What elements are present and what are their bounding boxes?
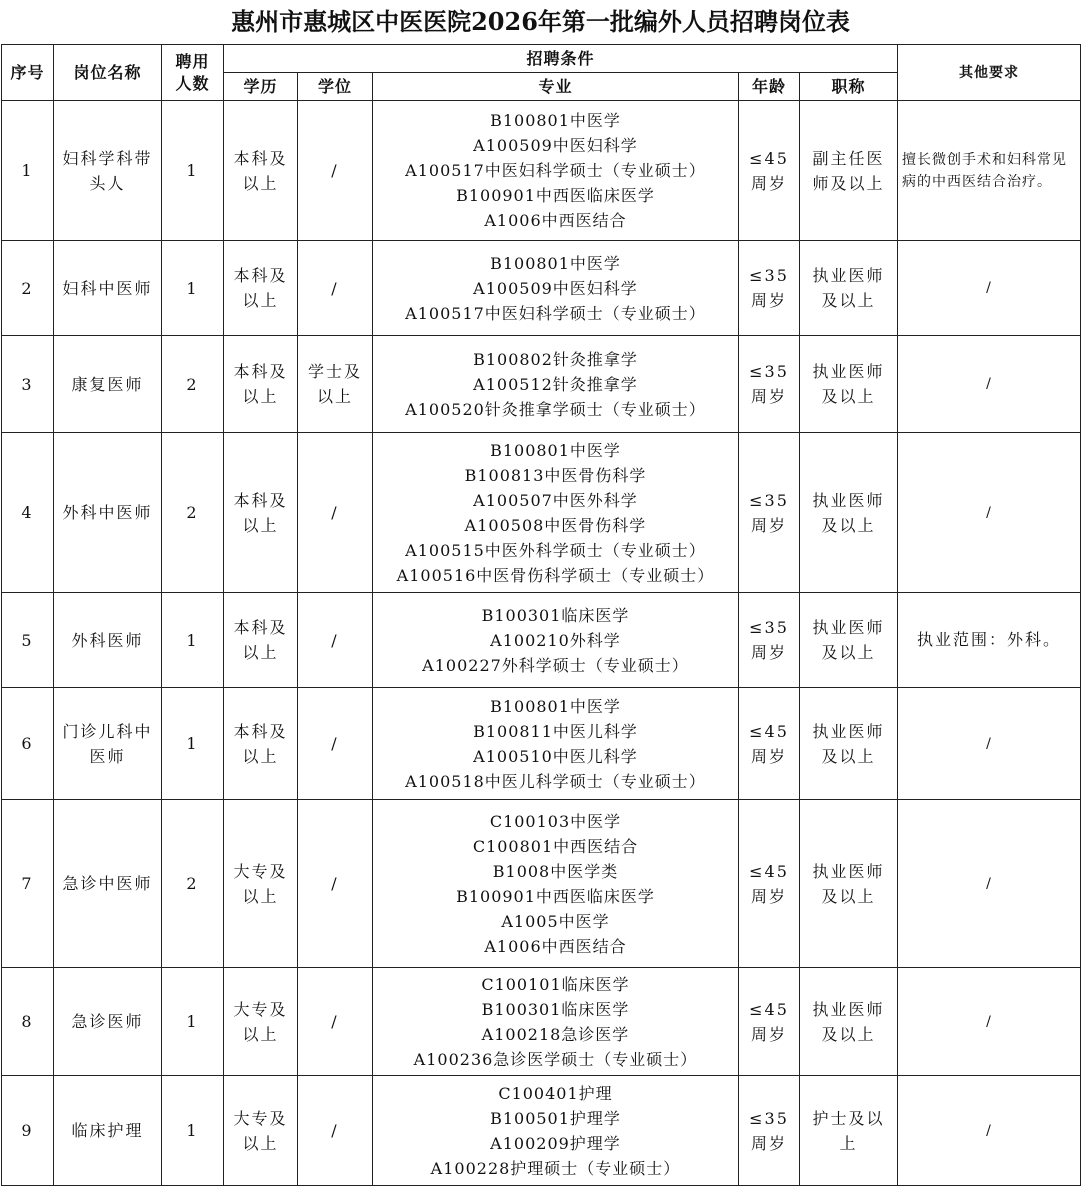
cell-title-rank: 执业医师及以上 <box>800 800 898 968</box>
cell-major <box>373 101 739 241</box>
table-row <box>2 101 1081 241</box>
header-title-rank: 职称 <box>800 73 898 101</box>
cell-count: 2 <box>162 336 224 433</box>
major-item: A100227外科学硕士（专业硕士） <box>422 655 689 675</box>
cell-title-rank: 执业医师及以上 <box>800 968 898 1076</box>
cell-seq: 3 <box>2 336 54 433</box>
major-item: A100509中医妇科学 <box>473 278 638 298</box>
major-item: A100210外科学 <box>490 630 621 650</box>
major-item: C100801中西医结合 <box>472 836 639 856</box>
cell-count: 2 <box>162 800 224 968</box>
cell-count: 1 <box>162 1076 224 1186</box>
cell-degree: / <box>298 1076 373 1186</box>
cell-title-rank: 执业医师及以上 <box>800 593 898 688</box>
major-item: B1008中医学类 <box>492 861 619 881</box>
page-title: 惠州市惠城区中医医院2026年第一批编外人员招聘岗位表 <box>231 7 850 36</box>
cell-other: / <box>898 336 1081 433</box>
major-item: B100811中医儿科学 <box>473 721 638 741</box>
cell-age: ≤45周岁 <box>739 800 800 968</box>
major-item: A100512针灸推拿学 <box>473 374 638 394</box>
cell-education: 大专及以上 <box>224 1076 298 1186</box>
table-row <box>2 336 1081 433</box>
cell-education: 本科及以上 <box>224 336 298 433</box>
cell-position: 康复医师 <box>54 336 162 433</box>
cell-title-rank: 执业医师及以上 <box>800 241 898 336</box>
cell-major <box>373 800 739 968</box>
table-row <box>2 1076 1081 1186</box>
cell-position: 急诊中医师 <box>54 800 162 968</box>
cell-seq: 6 <box>2 688 54 800</box>
cell-education: 大专及以上 <box>224 968 298 1076</box>
cell-major <box>373 336 739 433</box>
cell-age: ≤35周岁 <box>739 1076 800 1186</box>
cell-age: ≤35周岁 <box>739 433 800 593</box>
cell-count: 1 <box>162 968 224 1076</box>
cell-position: 急诊医师 <box>54 968 162 1076</box>
major-item: A100515中医外科学硕士（专业硕士） <box>405 540 706 560</box>
cell-other: / <box>898 1076 1081 1186</box>
header-age: 年龄 <box>739 73 800 101</box>
cell-seq: 4 <box>2 433 54 593</box>
cell-seq: 9 <box>2 1076 54 1186</box>
cell-major <box>373 593 739 688</box>
cell-position: 妇科中医师 <box>54 241 162 336</box>
cell-degree: / <box>298 101 373 241</box>
cell-education: 大专及以上 <box>224 800 298 968</box>
cell-seq: 7 <box>2 800 54 968</box>
table-row <box>2 593 1081 688</box>
major-item: A100218急诊医学 <box>481 1024 630 1044</box>
cell-title-rank: 执业医师及以上 <box>800 336 898 433</box>
cell-title-rank: 执业医师及以上 <box>800 688 898 800</box>
major-item: C100103中医学 <box>489 811 622 831</box>
cell-other: 执业范围：外科。 <box>898 593 1081 688</box>
cell-other: / <box>898 433 1081 593</box>
major-item: A1006中西医结合 <box>484 936 627 956</box>
cell-count: 2 <box>162 433 224 593</box>
recruitment-table <box>1 44 1081 1186</box>
major-item: C100101临床医学 <box>481 974 630 994</box>
major-item: A100518中医儿科学硕士（专业硕士） <box>405 771 706 791</box>
cell-seq: 8 <box>2 968 54 1076</box>
major-item: B100801中医学 <box>490 111 621 130</box>
cell-seq: 2 <box>2 241 54 336</box>
major-item: B100301临床医学 <box>481 999 630 1019</box>
major-item: A100517中医妇科学硕士（专业硕士） <box>405 161 706 180</box>
cell-position: 妇科学科带头人 <box>54 101 162 241</box>
header-major: 专业 <box>373 73 739 101</box>
cell-education: 本科及以上 <box>224 241 298 336</box>
table-row <box>2 433 1081 593</box>
cell-degree: / <box>298 800 373 968</box>
cell-degree: / <box>298 688 373 800</box>
major-item: B100501护理学 <box>490 1108 621 1128</box>
cell-degree: 学士及以上 <box>298 336 373 433</box>
cell-age: ≤45周岁 <box>739 688 800 800</box>
table-row <box>2 241 1081 336</box>
cell-major <box>373 433 739 593</box>
cell-degree: / <box>298 593 373 688</box>
table-row <box>2 968 1081 1076</box>
cell-count: 1 <box>162 688 224 800</box>
cell-title-rank: 副主任医师及以上 <box>800 101 898 241</box>
major-item: A100516中医骨伤科学硕士（专业硕士） <box>396 565 715 585</box>
cell-degree: / <box>298 968 373 1076</box>
cell-degree: / <box>298 241 373 336</box>
cell-age: ≤35周岁 <box>739 336 800 433</box>
cell-other: / <box>898 688 1081 800</box>
cell-age: ≤45周岁 <box>739 101 800 241</box>
major-item: A100520针灸推拿学硕士（专业硕士） <box>405 399 706 419</box>
cell-education: 本科及以上 <box>224 101 298 241</box>
major-item: A1005中医学 <box>501 911 610 931</box>
major-item: A1006中西医结合 <box>484 211 627 230</box>
table-row <box>2 800 1081 968</box>
cell-title-rank: 护士及以上 <box>800 1076 898 1186</box>
major-item: B100801中医学 <box>490 440 621 460</box>
major-item: A100509中医妇科学 <box>473 136 638 155</box>
major-item: B100801中医学 <box>490 696 621 716</box>
major-item: B100901中西医临床医学 <box>456 886 655 906</box>
cell-other: 擅长微创手术和妇科常见病的中西医结合治疗。 <box>898 101 1081 241</box>
cell-title-rank: 执业医师及以上 <box>800 433 898 593</box>
cell-age: ≤45周岁 <box>739 968 800 1076</box>
cell-other: / <box>898 968 1081 1076</box>
major-item: B100813中医骨伤科学 <box>464 465 647 485</box>
header-education: 学历 <box>224 73 298 101</box>
header-conditions: 招聘条件 <box>224 45 898 73</box>
cell-count: 1 <box>162 101 224 241</box>
major-item: A100228护理硕士（专业硕士） <box>430 1158 681 1178</box>
cell-education: 本科及以上 <box>224 433 298 593</box>
cell-position: 外科中医师 <box>54 433 162 593</box>
header-other: 其他要求 <box>898 45 1081 101</box>
cell-count: 1 <box>162 593 224 688</box>
header-degree: 学位 <box>298 73 373 101</box>
header-position: 岗位名称 <box>54 45 162 101</box>
cell-seq: 1 <box>2 101 54 241</box>
cell-position: 临床护理 <box>54 1076 162 1186</box>
major-item: B100301临床医学 <box>481 605 630 625</box>
cell-age: ≤35周岁 <box>739 593 800 688</box>
cell-major <box>373 688 739 800</box>
cell-count: 1 <box>162 241 224 336</box>
cell-age: ≤35周岁 <box>739 241 800 336</box>
cell-education: 本科及以上 <box>224 688 298 800</box>
major-item: C100401护理 <box>498 1083 613 1103</box>
cell-education: 本科及以上 <box>224 593 298 688</box>
cell-major <box>373 241 739 336</box>
header-seq: 序号 <box>2 45 54 101</box>
major-item: A100236急诊医学硕士（专业硕士） <box>413 1049 698 1069</box>
cell-position: 外科医师 <box>54 593 162 688</box>
major-item: A100209护理学 <box>490 1133 621 1153</box>
cell-other: / <box>898 241 1081 336</box>
cell-seq: 5 <box>2 593 54 688</box>
major-item: B100901中西医临床医学 <box>456 186 655 205</box>
major-item: B100802针灸推拿学 <box>473 349 638 369</box>
table-row <box>2 688 1081 800</box>
cell-degree: / <box>298 433 373 593</box>
major-item: B100801中医学 <box>490 253 621 273</box>
major-item: A100517中医妇科学硕士（专业硕士） <box>405 303 706 323</box>
cell-major <box>373 1076 739 1186</box>
major-item: A100510中医儿科学 <box>473 746 638 766</box>
major-item: A100507中医外科学 <box>473 490 638 510</box>
cell-other: / <box>898 800 1081 968</box>
major-item: A100508中医骨伤科学 <box>464 515 647 535</box>
header-count: 聘用人数 <box>162 45 224 101</box>
cell-position: 门诊儿科中医师 <box>54 688 162 800</box>
cell-major <box>373 968 739 1076</box>
